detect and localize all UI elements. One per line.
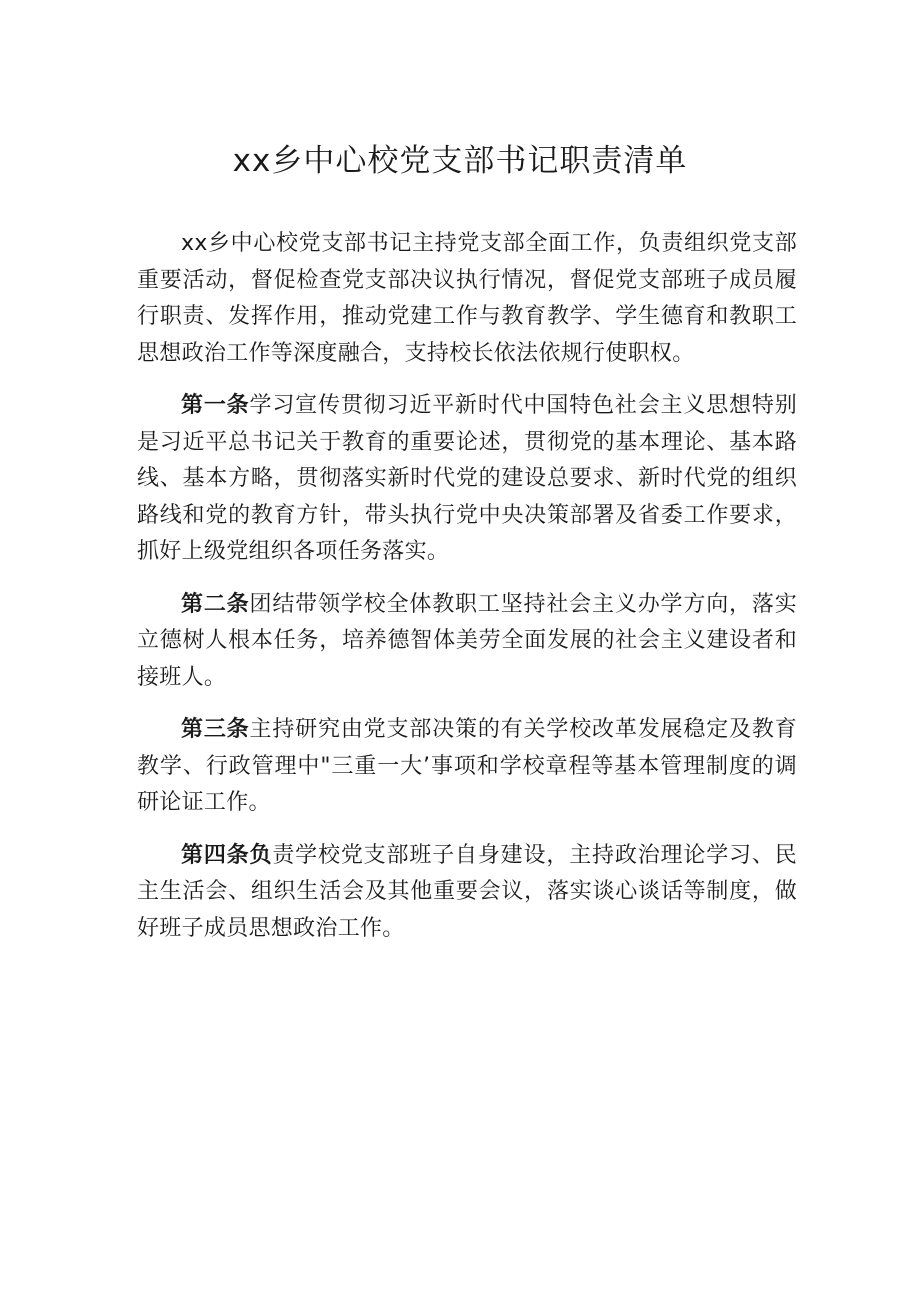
article-4-paragraph bbox=[137, 838, 797, 948]
intro-paragraph: xx乡中心校党支部书记主持党支部全面工作，负责组织党支部重要活动，督促检查党支部决议执行情况，督促党支部班子成员履行职责、发挥作用，推动党建工作与教育教学、学生德育和教职工思想政治工作等深度融合，支持校长依法依规行使职权。 bbox=[137, 231, 797, 366]
article-1-text: 学习宣传贯彻习近平新时代中国特色社会主义思想特别是习近平总书记关于教育的重要论述，贯彻党的基本理论、基本路线、基本方略，贯彻落实新时代党的建设总要求、新时代党的组织路线和党的教育方针，带头执行党中央决策部署及省委工作要求，抓好上级党组织各项任务落实。 bbox=[137, 393, 798, 564]
document-title: xx乡中心校党支部书记职责清单 bbox=[232, 143, 688, 179]
article-2-text: 团结带领学校全体教职工坚持社会主义办学方向，落实立德树人根本任务，培养德智体美劳全面发展的社会主义建设者和接班人。 bbox=[137, 591, 798, 690]
article-1-paragraph bbox=[137, 388, 797, 571]
article-3-paragraph bbox=[137, 712, 797, 822]
document-body bbox=[137, 226, 797, 963]
article-4-heading: 第四条负 bbox=[181, 842, 273, 868]
article-2-heading: 第二条 bbox=[181, 591, 250, 617]
article-4-text: 责学校党支部班子自身建设，主持政治理论学习、民主生活会、组织生活会及其他重要会议，落实谈心谈话等制度，做好班子成员思想政治工作。 bbox=[137, 842, 797, 941]
article-1-heading: 第一条 bbox=[181, 393, 250, 418]
article-2-paragraph bbox=[137, 587, 797, 697]
article-3-heading: 第三条 bbox=[181, 717, 250, 742]
article-3-text: 主持研究由党支部决策的有关学校改革发展稳定及教育教学、行政管理中"三重一大’事项和学校章程等基本管理制度的调研论证工作。 bbox=[137, 717, 798, 815]
